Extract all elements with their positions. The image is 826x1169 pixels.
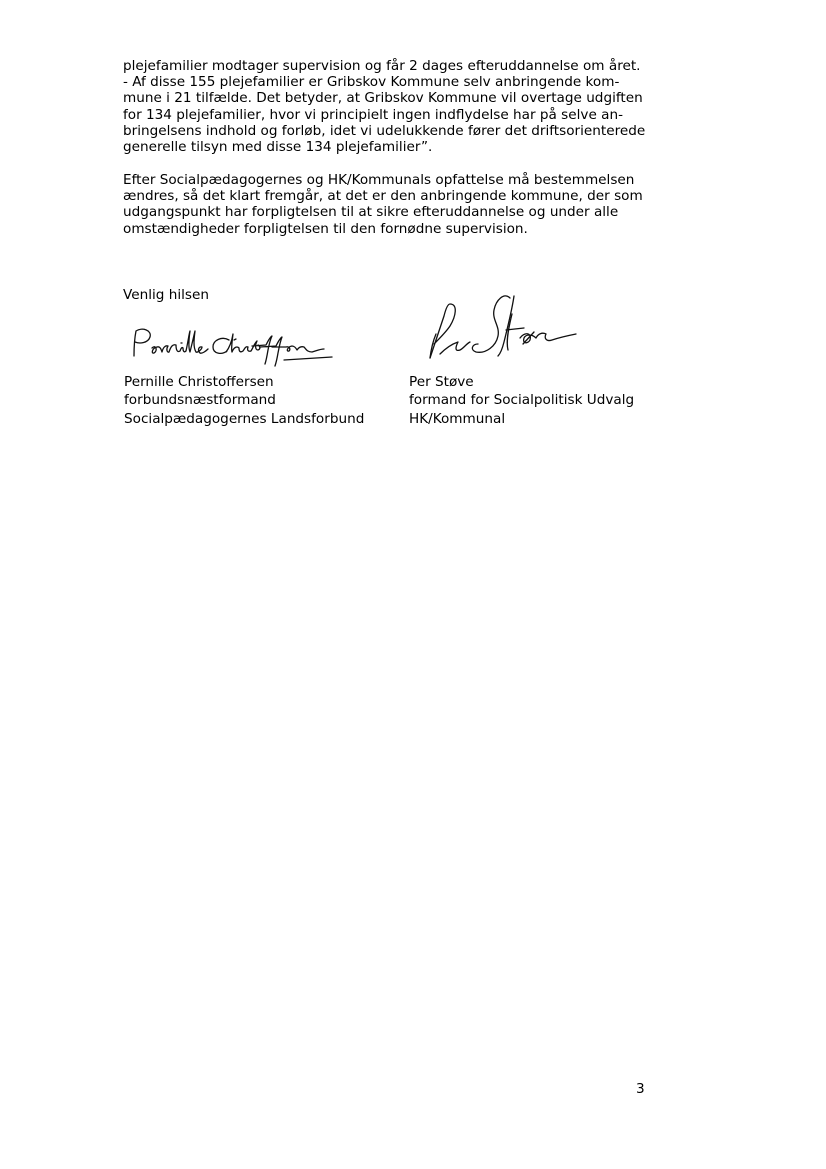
page-number: 3 [636, 1081, 645, 1097]
signature-pernille-christoffersen [126, 322, 336, 368]
signatory-title: forbundsnæstformand [124, 392, 276, 409]
paragraph-line: Efter Socialpædagogernes og HK/Kommunals opfattelse må bestemmelsen [123, 172, 635, 188]
paragraph-line: mune i 21 tilfælde. Det betyder, at Gribskov Kommune vil overtage udgiften [123, 90, 643, 107]
paragraph-line: generelle tilsyn med disse 134 plejefamilier”. [123, 139, 433, 156]
paragraph-line: bringelsens indhold og forløb, idet vi udelukkende fører det driftsorienterede [123, 122, 646, 139]
signatory-organization: HK/Kommunal [409, 410, 506, 427]
paragraph-line: plejefamilier modtager supervision og får 2 dages efteruddannelse om året. [123, 58, 641, 74]
signatory-title: formand for Socialpolitisk Udvalg [409, 392, 635, 409]
paragraph-line: udgangspunkt har forpligtelsen til at sikre efteruddannelse og under alle [123, 204, 619, 221]
signatory-organization: Socialpædagogernes Landsforbund [124, 410, 365, 427]
paragraph-line: ændres, så det klart fremgår, at det er den anbringende kommune, der som [123, 188, 643, 205]
paragraph-line: for 134 plejefamilier, hvor vi principielt ingen indflydelse har på selve an- [123, 106, 623, 123]
signatory-name: Per Støve [409, 374, 474, 390]
signatory-right [409, 373, 634, 428]
body-paragraph-2 [123, 172, 663, 237]
body-paragraph-1 [123, 58, 663, 155]
paragraph-line: omstændigheder forpligtelsen til den fornødne supervision. [123, 220, 528, 237]
paragraph-line: - Af disse 155 plejefamilier er Gribskov Kommune selv anbringende kom- [123, 74, 620, 91]
closing-salutation: Venlig hilsen [123, 287, 209, 303]
signature-per-stove [420, 286, 580, 366]
signatory-name: Pernille Christoffersen [124, 374, 274, 390]
signatory-left [124, 373, 364, 428]
